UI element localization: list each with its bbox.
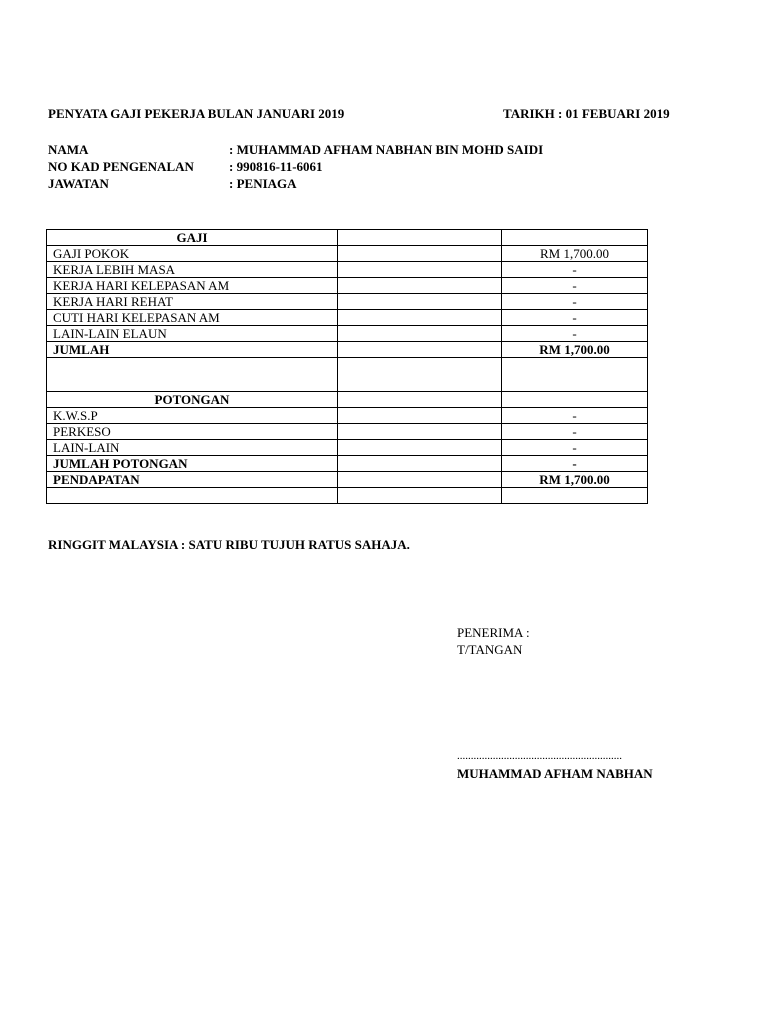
row-label: GAJI POKOK bbox=[47, 246, 338, 262]
amount-in-words: RINGGIT MALAYSIA : SATU RIBU TUJUH RATUS SAHAJA. bbox=[48, 537, 410, 552]
row-label: KERJA HARI KELEPASAN AM bbox=[47, 278, 338, 294]
pendapatan-label: PENDAPATAN bbox=[47, 472, 338, 488]
table-row bbox=[47, 246, 648, 262]
row-amount: - bbox=[502, 408, 648, 424]
document-date: TARIKH : 01 FEBUARI 2019 bbox=[503, 106, 670, 121]
row-amount: - bbox=[502, 424, 648, 440]
table-row bbox=[47, 440, 648, 456]
jumlah-potongan-label: JUMLAH POTONGAN bbox=[47, 456, 338, 472]
document-title: PENYATA GAJI PEKERJA BULAN JANUARI 2019 bbox=[48, 106, 345, 121]
row-label: K.W.S.P bbox=[47, 408, 338, 424]
row-amount: RM 1,700.00 bbox=[502, 246, 648, 262]
receiver-label: PENERIMA : bbox=[457, 625, 530, 640]
position-value: : PENIAGA bbox=[229, 176, 297, 191]
table-row bbox=[47, 424, 648, 440]
jumlah-amount: RM 1,700.00 bbox=[502, 342, 648, 358]
receiver-name: MUHAMMAD AFHAM NABHAN bbox=[457, 766, 653, 781]
row-amount: - bbox=[502, 262, 648, 278]
row-amount: - bbox=[502, 440, 648, 456]
table-row bbox=[47, 262, 648, 278]
table-row bbox=[47, 310, 648, 326]
table-row bbox=[47, 294, 648, 310]
table-row bbox=[47, 472, 648, 488]
table-row bbox=[47, 408, 648, 424]
table-row-empty bbox=[47, 488, 648, 504]
signature-label: T/TANGAN bbox=[457, 642, 523, 657]
table-row bbox=[47, 392, 648, 408]
table-row bbox=[47, 456, 648, 472]
pendapatan-amount: RM 1,700.00 bbox=[502, 472, 648, 488]
table-row bbox=[47, 278, 648, 294]
name-value: : MUHAMMAD AFHAM NABHAN BIN MOHD SAIDI bbox=[229, 142, 544, 157]
row-label: CUTI HARI KELEPASAN AM bbox=[47, 310, 338, 326]
row-amount: - bbox=[502, 294, 648, 310]
table-row-empty bbox=[47, 358, 648, 392]
table-row bbox=[47, 326, 648, 342]
ic-value: : 990816-11-6061 bbox=[229, 159, 323, 174]
row-label: LAIN-LAIN bbox=[47, 440, 338, 456]
signature-line: ............................................................ bbox=[457, 750, 622, 762]
row-amount: - bbox=[502, 326, 648, 342]
potongan-header: POTONGAN bbox=[47, 392, 338, 408]
row-label: LAIN-LAIN ELAUN bbox=[47, 326, 338, 342]
payslip-table bbox=[46, 229, 648, 504]
table-row bbox=[47, 342, 648, 358]
name-label: NAMA bbox=[48, 142, 89, 157]
row-amount: - bbox=[502, 310, 648, 326]
position-label: JAWATAN bbox=[48, 176, 109, 191]
row-label: KERJA LEBIH MASA bbox=[47, 262, 338, 278]
jumlah-potongan-amount: - bbox=[502, 456, 648, 472]
gaji-header: GAJI bbox=[47, 230, 338, 246]
ic-label: NO KAD PENGENALAN bbox=[48, 159, 194, 174]
row-label: PERKESO bbox=[47, 424, 338, 440]
jumlah-label: JUMLAH bbox=[47, 342, 338, 358]
row-amount: - bbox=[502, 278, 648, 294]
row-label: KERJA HARI REHAT bbox=[47, 294, 338, 310]
table-row bbox=[47, 230, 648, 246]
